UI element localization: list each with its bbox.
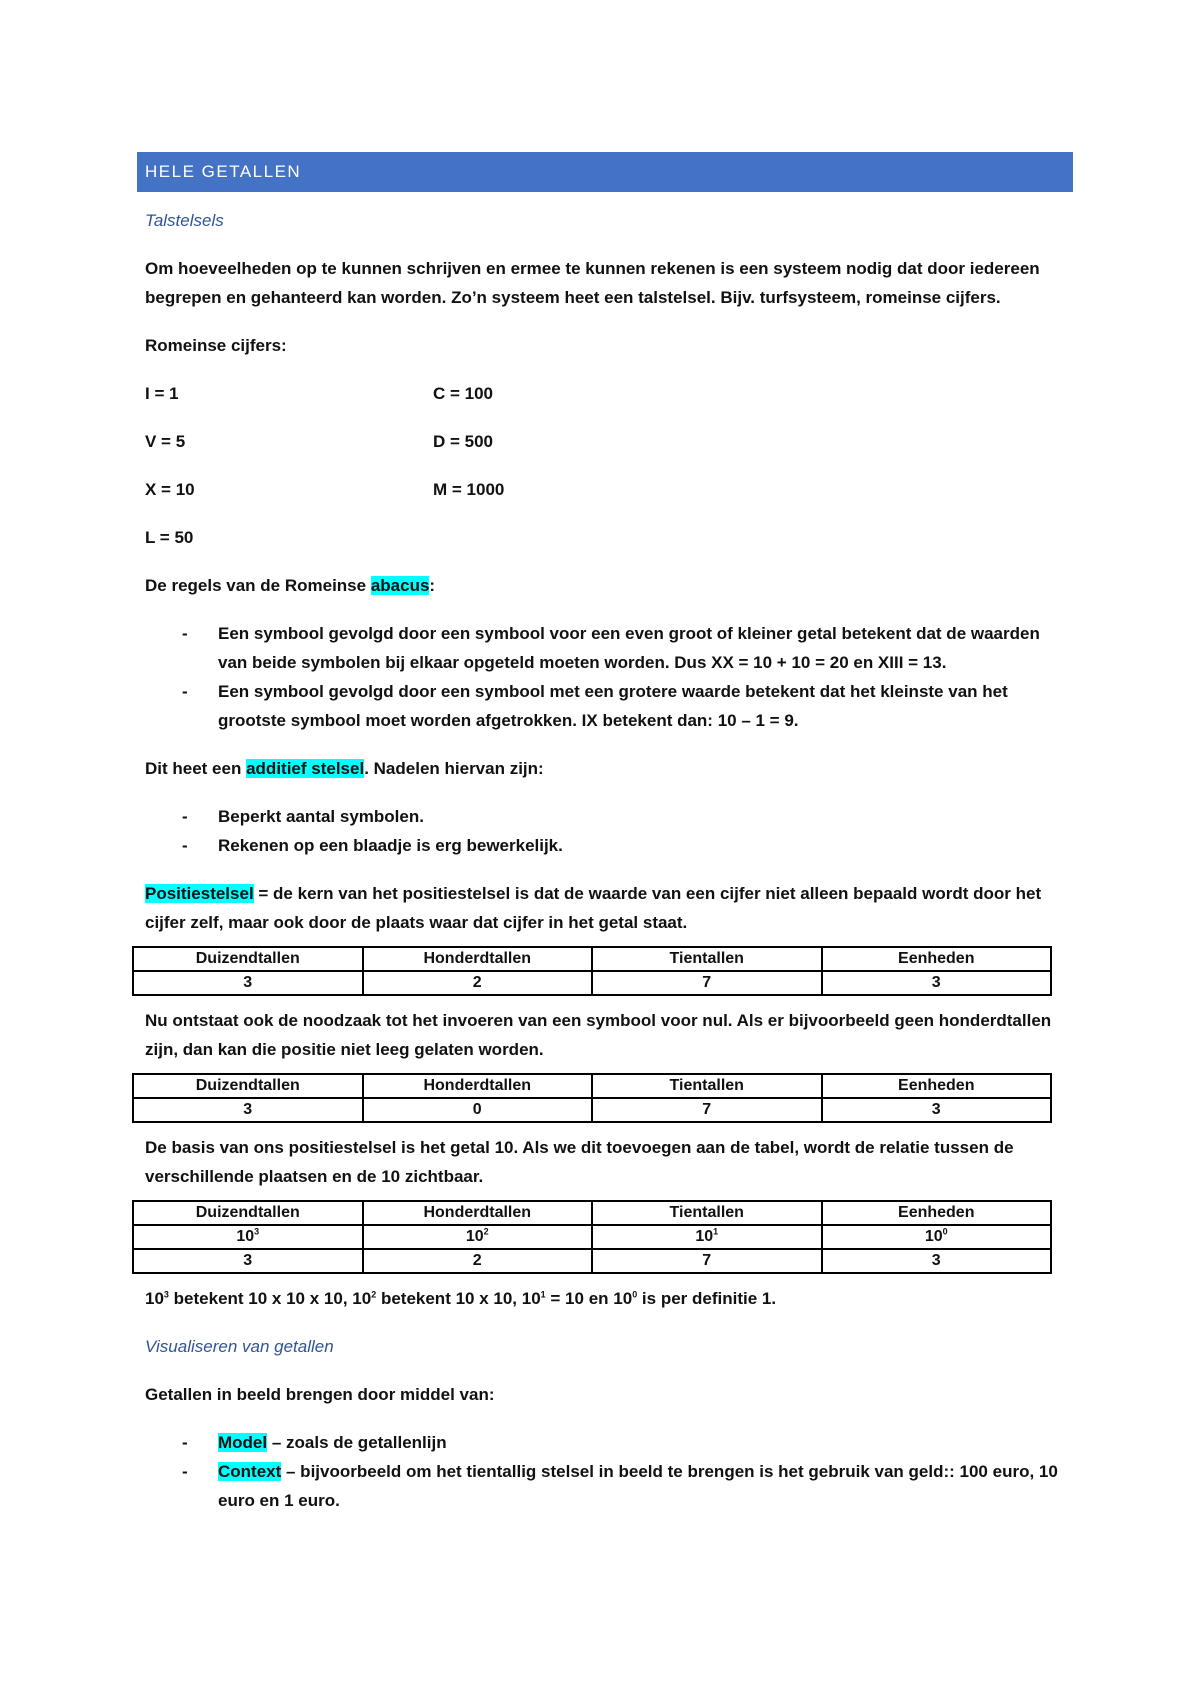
rules-intro: [145, 571, 1070, 600]
table-cell: 3: [133, 1249, 363, 1273]
powers-paragraph: [145, 1284, 1070, 1313]
power-exponent: 0: [942, 1226, 948, 1237]
power-exponent: 2: [371, 1289, 377, 1300]
table-header-cell: Eenheden: [822, 1201, 1052, 1225]
basis-paragraph: De basis van ons positiestelsel is het getal 10. Als we dit toevoegen aan de tabel, wordt de relatie tussen de verschillende plaatsen en de 10 zichtbaar.: [145, 1138, 1014, 1186]
table-row: [133, 1098, 1051, 1122]
highlight-positiestelsel: Positiestelsel: [145, 884, 254, 903]
visual-intro: Getallen in beeld brengen door middel van:: [145, 1385, 495, 1404]
table-header-cell: Honderdtallen: [363, 947, 593, 971]
table-cell: 3: [822, 1249, 1052, 1273]
table-header-row: [133, 1074, 1051, 1098]
table-header-cell: Tientallen: [592, 1201, 822, 1225]
table-header-cell: Duizendtallen: [133, 1074, 363, 1098]
table-header-cell: Duizendtallen: [133, 947, 363, 971]
list-item: - Een symbool gevolgd door een symbool met een grotere waarde betekent dat het kleinste van het grootste symbool moet worden afgetrokken. IX betekent dan: 10 – 1 = 9.: [145, 677, 1070, 735]
power-exponent: 3: [163, 1289, 169, 1300]
highlight-model: Model: [218, 1433, 268, 1452]
table-cell: 3: [133, 971, 363, 995]
highlight-context: Context: [218, 1462, 282, 1481]
table-power-row: [133, 1225, 1051, 1249]
roman-item: V = 5: [145, 432, 186, 451]
roman-title: Romeinse cijfers:: [145, 336, 287, 355]
power-exponent: 3: [254, 1226, 260, 1237]
roman-item: D = 500: [433, 432, 494, 451]
roman-item: X = 10: [145, 480, 195, 499]
power-text: = 10 en: [545, 1289, 614, 1308]
power-base: 10: [695, 1228, 714, 1245]
rules-intro-colon: :: [429, 576, 436, 595]
section-banner: HELE GETALLEN: [137, 152, 1073, 192]
table-cell: 7: [592, 1098, 822, 1122]
power-base: 10: [521, 1289, 541, 1308]
additief-paragraph: [145, 754, 1070, 783]
table-cell: [592, 1225, 822, 1249]
table-header-row: [133, 1201, 1051, 1225]
power-base: 10: [236, 1228, 255, 1245]
power-text: betekent 10 x 10,: [376, 1289, 522, 1308]
table-header-cell: Duizendtallen: [133, 1201, 363, 1225]
table-cell: 3: [822, 1098, 1052, 1122]
nul-paragraph: Nu ontstaat ook de noodzaak tot het invoeren van een symbool voor nul. Als er bijvoorbeeld geen honderdtallen zijn, dan kan die positie niet leeg gelaten worden.: [145, 1011, 1052, 1059]
roman-item: C = 100: [433, 384, 494, 403]
table-header-cell: Eenheden: [822, 1074, 1052, 1098]
additief-text-before: Dit heet een: [145, 759, 247, 778]
table-header-cell: Honderdtallen: [363, 1201, 593, 1225]
list-item: [145, 1428, 1070, 1457]
power-text: betekent 10 x 10 x 10,: [168, 1289, 353, 1308]
table-cell: 2: [363, 1249, 593, 1273]
table-header-row: [133, 947, 1051, 971]
positiestelsel-paragraph: [145, 879, 1070, 937]
table-header-cell: Tientallen: [592, 947, 822, 971]
roman-item: [433, 523, 733, 552]
roman-item: I = 1: [145, 384, 179, 403]
additief-text-after: . Nadelen hiervan zijn:: [364, 759, 544, 778]
list-item: - Rekenen op een blaadje is erg bewerkelijk.: [145, 831, 1070, 860]
rules-intro-text: De regels van de Romeinse: [145, 576, 371, 595]
intro-paragraph: Om hoeveelheden op te kunnen schrijven en ermee te kunnen rekenen is een systeem nodig dat door iedereen begrepen en gehanteerd kan worden. Zo’n systeem heet een talstelsel. Bijv. turfsysteem, romeinse cijfers.: [145, 259, 1040, 307]
table-cell: [133, 1225, 363, 1249]
power-base: 10: [145, 1289, 164, 1308]
power-base: 10: [352, 1289, 372, 1308]
power-exponent: 2: [483, 1226, 489, 1237]
visual-list: [145, 1428, 1070, 1515]
table-row: [133, 971, 1051, 995]
power-text: is per definitie 1.: [637, 1289, 777, 1308]
table-cell: 0: [363, 1098, 593, 1122]
roman-numerals-list: [145, 379, 1070, 552]
nadelen-list: [145, 802, 1070, 860]
list-item: - Een symbool gevolgd door een symbool voor een even groot of kleiner getal betekent dat de waarden van beide symbolen bij elkaar opgeteld moeten worden. Dus XX = 10 + 10 = 20 en XIII = 13.: [145, 619, 1070, 677]
roman-item: M = 1000: [433, 480, 505, 499]
position-table-3: [132, 1200, 1052, 1274]
list-item: [145, 1457, 1070, 1515]
power-exponent: 1: [540, 1289, 546, 1300]
table-header-cell: Honderdtallen: [363, 1074, 593, 1098]
position-table-1: [132, 946, 1052, 996]
rules-list: [145, 619, 1070, 735]
position-table-2: [132, 1073, 1052, 1123]
table-header-cell: Tientallen: [592, 1074, 822, 1098]
power-base: 10: [613, 1289, 633, 1308]
table-cell: 7: [592, 971, 822, 995]
table-cell: 2: [363, 971, 593, 995]
power-exponent: 1: [713, 1226, 719, 1237]
table-cell: 7: [592, 1249, 822, 1273]
table-cell: 3: [822, 971, 1052, 995]
subheading-visualiseren: Visualiseren van getallen: [145, 1337, 334, 1356]
list-item-text: – bijvoorbeeld om het tientallig stelsel in beeld te brengen is het gebruik van geld:: 100 euro, 10 euro en 1 euro.: [218, 1462, 1058, 1510]
list-item: - Beperkt aantal symbolen.: [145, 802, 1070, 831]
list-item-text: – zoals de getallenlijn: [267, 1433, 447, 1452]
table-row: [133, 1249, 1051, 1273]
table-cell: [363, 1225, 593, 1249]
document-body: [145, 206, 1070, 1534]
power-base: 10: [465, 1228, 484, 1245]
power-exponent: 0: [632, 1289, 638, 1300]
positiestelsel-text: = de kern van het positiestelsel is dat de waarde van een cijfer niet alleen bepaald wordt door het cijfer zelf, maar ook door de plaats waar dat cijfer in het getal staat.: [145, 884, 1042, 932]
table-header-cell: Eenheden: [822, 947, 1052, 971]
subheading-talstelsels: Talstelsels: [145, 211, 224, 230]
power-base: 10: [924, 1228, 943, 1245]
highlight-additief-stelsel: additief stelsel: [246, 759, 365, 778]
table-cell: [822, 1225, 1052, 1249]
roman-item: L = 50: [145, 528, 194, 547]
table-cell: 3: [133, 1098, 363, 1122]
highlight-abacus: abacus: [370, 576, 430, 595]
